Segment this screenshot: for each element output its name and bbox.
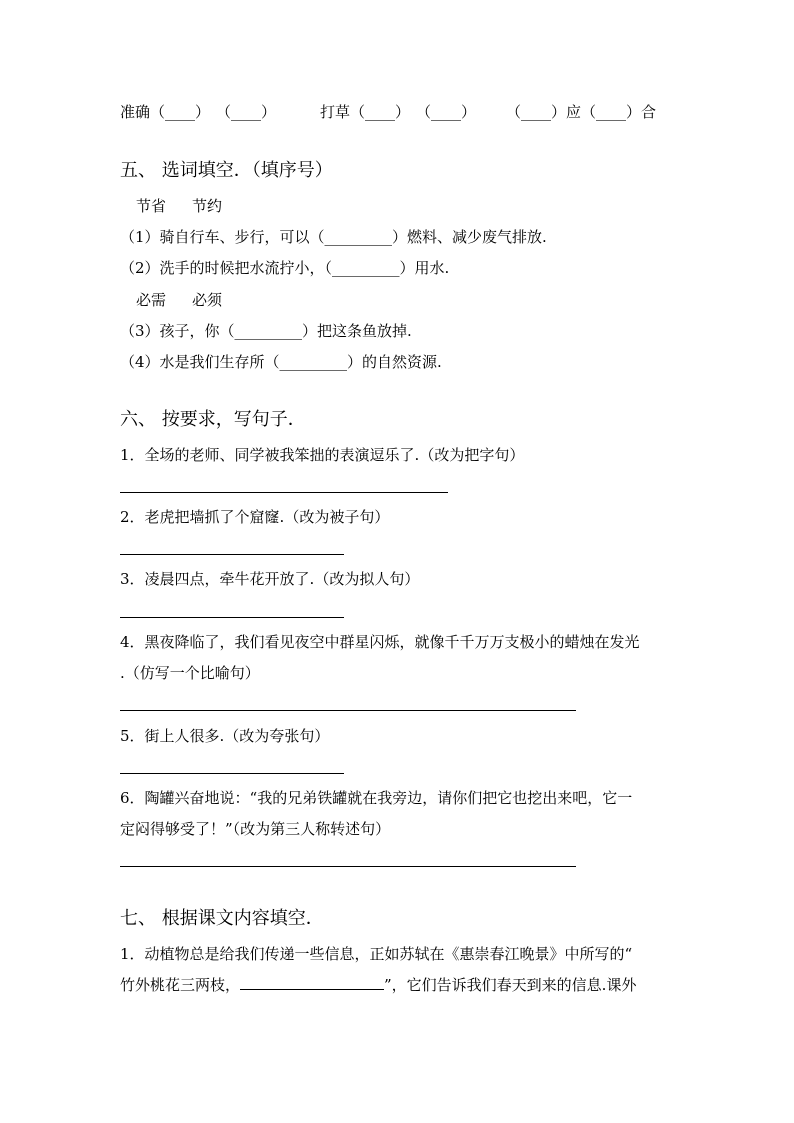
rewrite-prompt-cont: 定闷得够受了！”（改为第三人称转述句） xyxy=(120,820,391,838)
blank-row xyxy=(120,101,276,123)
rewrite-prompt: 2．老虎把墙抓了个窟窿.（改为被子句） xyxy=(120,508,390,526)
fill-in-text-cont: ”，它们告诉我们春天到来的信息.课外 xyxy=(384,976,637,994)
rewrite-prompt-cont: .（仿写一个比喻句） xyxy=(120,664,260,682)
fill-in-text xyxy=(120,974,636,996)
fill-in-text: 1．动植物总是给我们传递一些信息，正如苏轼在《惠崇春江晚景》中所写的“ xyxy=(120,945,633,963)
word-choices xyxy=(136,289,222,311)
answer-blank[interactable]: （____） xyxy=(416,103,477,121)
rewrite-prompt: 3．凌晨四点，牵牛花开放了.（改为拟人句） xyxy=(120,570,420,588)
word-label: 打草 xyxy=(320,103,351,121)
answer-blank[interactable]: （____） xyxy=(581,103,642,121)
answer-line[interactable] xyxy=(120,866,576,867)
answer-line[interactable] xyxy=(120,617,344,618)
word-choice: 必须 xyxy=(192,291,223,309)
answer-blank[interactable]: （____） xyxy=(350,103,411,121)
rewrite-prompt: 6．陶罐兴奋地说：“我的兄弟铁罐就在我旁边，请你们把它也挖出来吧，它一 xyxy=(120,789,633,807)
word-label: 准确 xyxy=(120,103,151,121)
answer-blank[interactable]: （____） xyxy=(150,103,211,121)
rewrite-prompt: 1．全场的老师、同学被我笨拙的表演逗乐了.（改为把字句） xyxy=(120,446,525,464)
word-choices xyxy=(136,195,222,217)
word-label: 应 xyxy=(566,103,582,121)
section-6-title: 六、 按要求，写句子． xyxy=(120,409,306,430)
answer-blank[interactable] xyxy=(240,975,384,990)
answer-line[interactable] xyxy=(120,710,576,711)
section-7-title: 七、 根据课文内容填空． xyxy=(120,908,324,929)
answer-line[interactable] xyxy=(120,773,344,774)
poem-line: 竹外桃花三两枝， xyxy=(120,976,241,994)
question-1[interactable]: （1）骑自行车、步行，可以（_________）燃料、减少废气排放. xyxy=(120,228,547,246)
blank-row xyxy=(506,101,656,123)
answer-line[interactable] xyxy=(120,492,448,493)
blank-row xyxy=(320,101,476,123)
rewrite-prompt: 4．黑夜降临了，我们看见夜空中群星闪烁，就像千千万万支极小的蜡烛在发光 xyxy=(120,633,640,651)
answer-line[interactable] xyxy=(120,554,344,555)
word-label: 合 xyxy=(641,103,657,121)
answer-blank[interactable]: （____） xyxy=(216,103,277,121)
answer-blank[interactable]: （____） xyxy=(506,103,567,121)
question-2[interactable]: （2）洗手的时候把水流拧小，（_________）用水. xyxy=(120,259,450,277)
section-5-title: 五、 选词填空．（填序号） xyxy=(120,160,333,181)
question-4[interactable]: （4）水是我们生存所（_________）的自然资源. xyxy=(120,353,442,371)
word-choice: 必需 xyxy=(136,291,167,309)
rewrite-prompt: 5．街上人很多.（改为夸张句） xyxy=(120,727,330,745)
word-choice: 节约 xyxy=(192,197,223,215)
question-3[interactable]: （3）孩子，你（_________）把这条鱼放掉. xyxy=(120,322,412,340)
word-choice: 节省 xyxy=(136,197,167,215)
